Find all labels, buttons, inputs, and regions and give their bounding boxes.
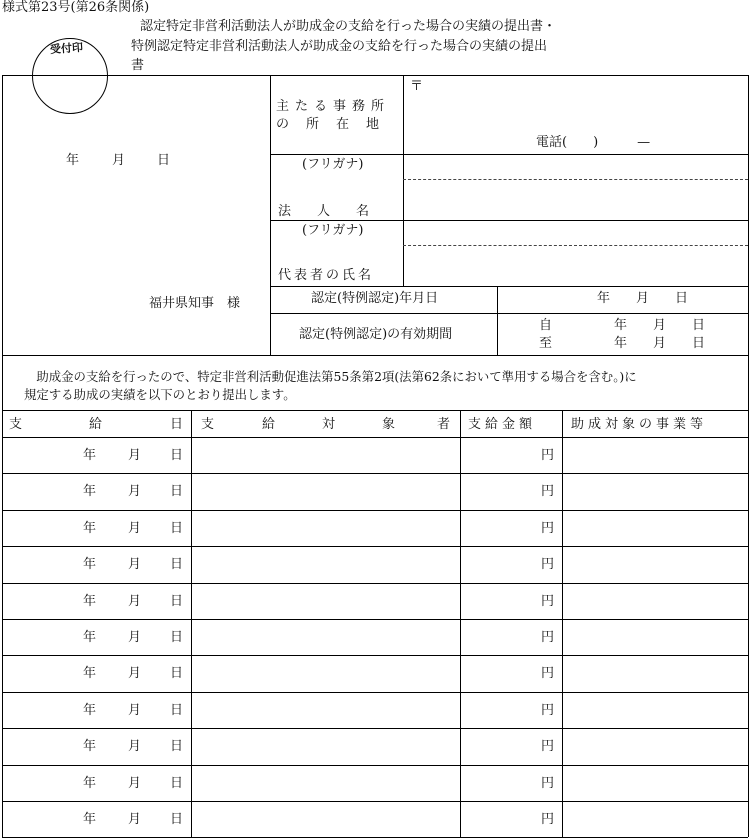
- phone-label: 電話( ) —: [536, 135, 651, 150]
- row-recipient-field[interactable]: [193, 657, 458, 689]
- row-date-year: 年: [83, 484, 97, 499]
- header-date-3: 日: [170, 417, 184, 432]
- row-date-year: 年: [83, 448, 97, 463]
- row-date-day: 日: [170, 557, 184, 572]
- row-date-month: 月: [128, 594, 142, 609]
- row-date-day: 日: [170, 666, 184, 681]
- header-date-2: 給: [89, 417, 103, 432]
- form-title-line2: 特例認定特定非営利活動法人が助成金の支給を行った場合の実績の提出: [131, 39, 548, 54]
- row-recipient-field[interactable]: [193, 621, 458, 653]
- submission-date-month: 月: [112, 153, 126, 168]
- row-date-month: 月: [128, 630, 142, 645]
- furigana-label-rep: (フリガナ): [302, 223, 364, 238]
- form-title-line3: 書: [131, 58, 145, 73]
- header-amount: 支給金額: [468, 417, 537, 432]
- header-recipient-4: 象: [382, 417, 396, 432]
- row-amount-yen: 円: [541, 812, 555, 827]
- row-recipient-field[interactable]: [193, 767, 458, 799]
- validity-label: 認定(特例認定)の有効期間: [299, 327, 453, 342]
- row-date-day: 日: [170, 630, 184, 645]
- row-amount-yen: 円: [541, 703, 555, 718]
- addressee: 福井県知事 様: [149, 296, 241, 311]
- header-recipient-3: 対: [322, 417, 336, 432]
- row-date-month: 月: [128, 448, 142, 463]
- row-date-month: 月: [128, 484, 142, 499]
- rep-name-field[interactable]: [404, 247, 747, 285]
- row-date-year: 年: [83, 666, 97, 681]
- row-amount-yen: 円: [541, 484, 555, 499]
- row-project-field[interactable]: [564, 694, 746, 726]
- row-date-year: 年: [83, 739, 97, 754]
- row-date-day: 日: [170, 594, 184, 609]
- submission-date-day: 日: [157, 153, 171, 168]
- row-amount-yen: 円: [541, 630, 555, 645]
- submission-date-year: 年: [66, 153, 80, 168]
- row-recipient-field[interactable]: [193, 439, 458, 471]
- office-label-1: 主たる事務所: [276, 99, 391, 114]
- corp-name-label: 法 人 名: [278, 204, 370, 219]
- row-project-field[interactable]: [564, 803, 746, 835]
- row-recipient-field[interactable]: [193, 585, 458, 617]
- statement-line1: 助成金の支給を行ったので、特定非営利活動促進法第55条第2項(法第62条において準用する場合を含む。)に: [24, 369, 637, 384]
- row-date-month: 月: [128, 776, 142, 791]
- row-recipient-field[interactable]: [193, 803, 458, 835]
- row-amount-yen: 円: [541, 521, 555, 536]
- row-date-year: 年: [83, 812, 97, 827]
- row-project-field[interactable]: [564, 439, 746, 471]
- row-amount-yen: 円: [541, 666, 555, 681]
- row-project-field[interactable]: [564, 475, 746, 507]
- row-date-month: 月: [128, 703, 142, 718]
- row-date-day: 日: [170, 739, 184, 754]
- row-date-month: 月: [128, 557, 142, 572]
- row-date-month: 月: [128, 521, 142, 536]
- row-recipient-field[interactable]: [193, 512, 458, 544]
- corp-name-furigana-field[interactable]: [404, 155, 747, 178]
- row-project-field[interactable]: [564, 548, 746, 580]
- row-date-year: 年: [83, 594, 97, 609]
- header-date-1: 支: [9, 417, 23, 432]
- row-recipient-field[interactable]: [193, 694, 458, 726]
- row-recipient-field[interactable]: [193, 730, 458, 762]
- row-amount-yen: 円: [541, 557, 555, 572]
- row-recipient-field[interactable]: [193, 475, 458, 507]
- row-project-field[interactable]: [564, 767, 746, 799]
- postal-mark: 〒: [410, 79, 424, 94]
- office-address-field[interactable]: [410, 98, 740, 128]
- row-project-field[interactable]: [564, 730, 746, 762]
- row-amount-yen: 円: [541, 739, 555, 754]
- header-recipient-5: 者: [437, 417, 451, 432]
- validity-to-date[interactable]: 年 月 日: [614, 336, 706, 351]
- row-project-field[interactable]: [564, 512, 746, 544]
- rep-name-furigana-field[interactable]: [404, 221, 747, 244]
- validity-from-kanji: 自: [539, 318, 553, 333]
- corp-name-field[interactable]: [404, 181, 747, 219]
- row-date-day: 日: [170, 812, 184, 827]
- furigana-label-corp: (フリガナ): [302, 157, 364, 172]
- row-date-month: 月: [128, 666, 142, 681]
- reception-stamp-label: 受付印: [49, 40, 84, 57]
- form-title-line1: 認定特定非営利活動法人が助成金の支給を行った場合の実績の提出書・: [140, 19, 557, 34]
- row-date-day: 日: [170, 703, 184, 718]
- cert-date-label: 認定(特例認定)年月日: [311, 291, 439, 306]
- validity-from-date[interactable]: 年 月 日: [614, 318, 706, 333]
- header-project: 助成対象の事業等: [571, 417, 708, 432]
- row-date-year: 年: [83, 557, 97, 572]
- cert-date-value[interactable]: 年 月 日: [597, 291, 689, 306]
- row-project-field[interactable]: [564, 585, 746, 617]
- row-project-field[interactable]: [564, 657, 746, 689]
- row-amount-yen: 円: [541, 594, 555, 609]
- row-amount-yen: 円: [541, 776, 555, 791]
- header-recipient-2: 給: [262, 417, 276, 432]
- row-project-field[interactable]: [564, 621, 746, 653]
- row-date-year: 年: [83, 776, 97, 791]
- row-amount-yen: 円: [541, 448, 555, 463]
- row-date-year: 年: [83, 521, 97, 536]
- validity-to-kanji: 至: [539, 336, 553, 351]
- row-date-day: 日: [170, 484, 184, 499]
- row-date-month: 月: [128, 739, 142, 754]
- form-number: 様式第23号(第26条関係): [2, 0, 150, 15]
- row-date-day: 日: [170, 521, 184, 536]
- rep-name-label: 代表者の氏名: [278, 268, 375, 283]
- row-date-month: 月: [128, 812, 142, 827]
- row-recipient-field[interactable]: [193, 548, 458, 580]
- office-label-2: の 所 在 地: [276, 117, 382, 132]
- row-date-day: 日: [170, 776, 184, 791]
- statement-line2: 規定する助成の実績を以下のとおり提出します。: [24, 387, 296, 402]
- row-date-day: 日: [170, 448, 184, 463]
- header-recipient-1: 支: [201, 417, 215, 432]
- row-date-year: 年: [83, 703, 97, 718]
- row-date-year: 年: [83, 630, 97, 645]
